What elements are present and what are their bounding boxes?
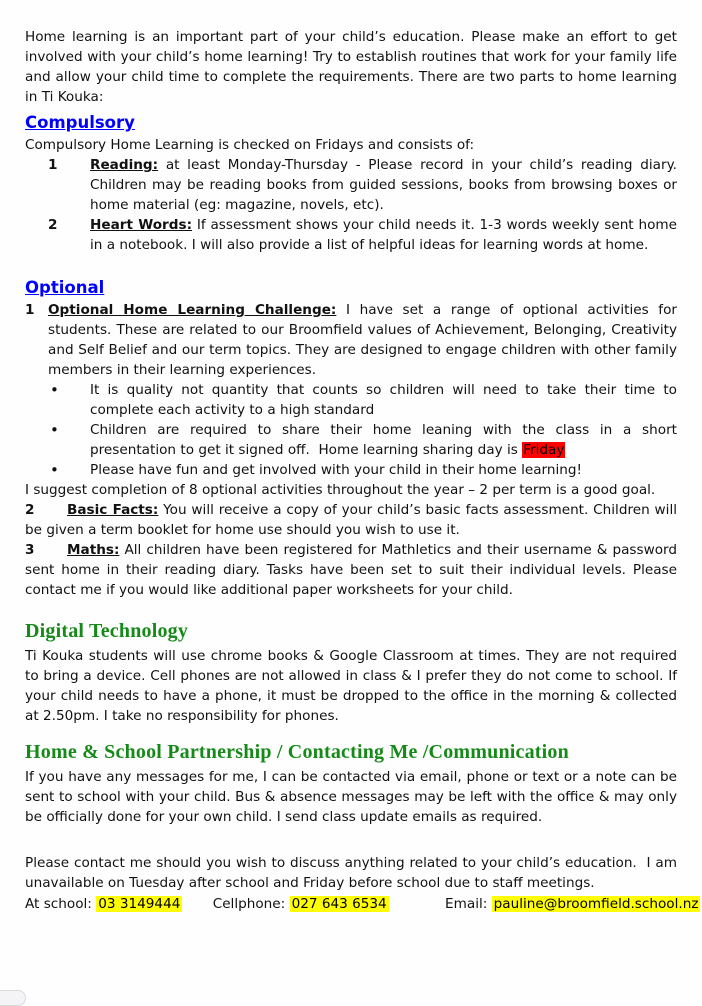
bullet-icon: • bbox=[50, 381, 59, 399]
bullet-text: Children are required to share their home leaning with the class in a short presentation to get it signed off. Home learning sharing day is bbox=[90, 422, 677, 458]
bullet-item-sharing bbox=[25, 420, 677, 460]
list-text: I have set a range of optional activities for students. These are related to our Broomfield values of Achievement, Belonging, Creativity and Self Belief and our term topics. They are designed to engage children with other family members in their learning experiences. bbox=[48, 302, 677, 378]
bullet-text: Please have fun and get involved with your child in their home learning! bbox=[90, 462, 582, 478]
bullet-item-quality bbox=[25, 380, 677, 420]
cellphone-label: Cellphone: bbox=[212, 896, 286, 912]
list-text: at least Monday-Thursday - Please record in your child’s reading diary. Children may be reading books from guided sessions, books from browsing boxes or home material (eg: magazine, novels, etc). bbox=[90, 157, 677, 213]
list-label: Heart Words: bbox=[90, 217, 193, 233]
digital-technology-paragraph: Ti Kouka students will use chrome books & Google Classroom at times. They are not required to bring a device. Cell phones are not allowed in class & I prefer they do not come to school. If your child needs to have a phone, it must be dropped to the office in the morning & collected at 2.50pm. I take no responsibility for phones. bbox=[25, 648, 677, 724]
list-item-reading bbox=[25, 155, 677, 215]
list-label: Reading: bbox=[90, 157, 159, 173]
partnership-heading: Home & School Partnership / Contacting Me /Communication bbox=[25, 741, 569, 763]
compulsory-heading: Compulsory bbox=[25, 113, 135, 132]
list-item-heart-words bbox=[25, 215, 677, 255]
suggestion-line: I suggest completion of 8 optional activities throughout the year – 2 per term is a good goal. bbox=[25, 482, 656, 498]
bullet-item-have-fun bbox=[25, 460, 677, 480]
email-label: Email: bbox=[445, 896, 488, 912]
list-label: Maths: bbox=[67, 542, 120, 558]
bullet-icon: • bbox=[50, 421, 59, 439]
bullet-text: It is quality not quantity that counts so children will need to take their time to complete each activity to a high standard bbox=[90, 382, 677, 418]
list-label: Optional Home Learning Challenge: bbox=[48, 302, 337, 318]
bottom-left-ui-fragment bbox=[0, 990, 26, 1006]
partnership-paragraph: If you have any messages for me, I can be contacted via email, phone or text or a note can be sent to school with your child. Bus & absence messages may be left with the office & may only be officially done for your own child. I send class update emails as required. bbox=[25, 769, 677, 825]
list-text: You will receive a copy of your child’s basic facts assessment. Children will be given a term booklet for home use should you wish to use it. bbox=[25, 502, 677, 538]
contact-line bbox=[25, 893, 699, 915]
list-number: 1 bbox=[48, 157, 58, 173]
list-item-maths bbox=[25, 540, 677, 600]
list-item-basic-facts bbox=[25, 500, 677, 540]
list-number: 3 bbox=[25, 542, 35, 558]
highlight-friday: Friday bbox=[523, 442, 565, 458]
list-number: 1 bbox=[25, 302, 35, 318]
digital-technology-heading: Digital Technology bbox=[25, 620, 189, 642]
school-phone-label: At school: bbox=[25, 896, 92, 912]
email-value: pauline@broomfield.school.nz bbox=[493, 896, 699, 912]
list-number: 2 bbox=[48, 217, 58, 233]
list-number: 2 bbox=[25, 502, 35, 518]
cellphone-value: 027 643 6534 bbox=[291, 896, 387, 912]
optional-heading: Optional bbox=[25, 278, 105, 297]
list-item-optional-challenge bbox=[25, 300, 677, 380]
list-text: All children have been registered for Mathletics and their username & password sent home in their reading diary. Tasks have been set to suit their individual levels. Please contact me if you would like additional paper worksheets for your child. bbox=[25, 542, 677, 598]
compulsory-lead: Compulsory Home Learning is checked on Fridays and consists of: bbox=[25, 137, 475, 153]
school-phone-value: 03 3149444 bbox=[98, 896, 181, 912]
intro-paragraph: Home learning is an important part of your child’s education. Please make an effort to get involved with your child’s home learning! Try to establish routines that work for your family life and allow your child time to complete the requirements. There are two parts to home learning in Ti Kouka: bbox=[25, 29, 677, 105]
list-label: Basic Facts: bbox=[67, 502, 159, 518]
list-text: If assessment shows your child needs it. 1-3 words weekly sent home in a notebook. I will also provide a list of helpful ideas for learning words at home. bbox=[90, 217, 677, 253]
bullet-icon: • bbox=[50, 461, 59, 479]
closing-paragraph: Please contact me should you wish to discuss anything related to your child’s education. I am unavailable on Tuesday after school and Friday before school due to staff meetings. bbox=[25, 855, 677, 891]
